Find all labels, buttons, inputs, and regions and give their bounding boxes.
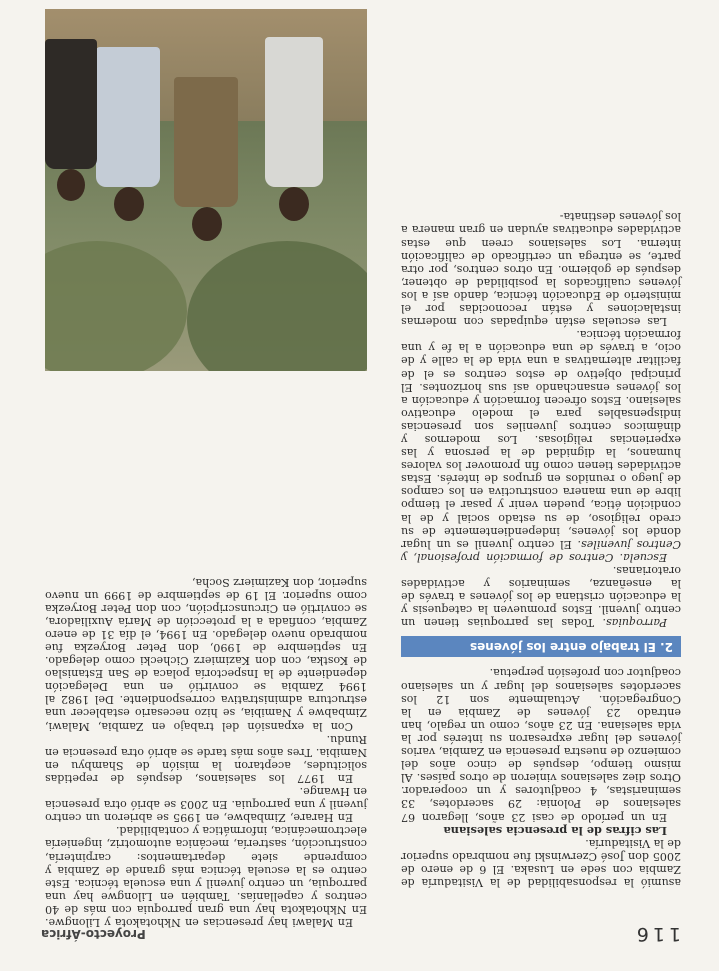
right-paragraph-4: Con la expansión del trabajo en Zambia, Malawi, Zimbabwe y Namibia, se hizo necesario establecer una estructura administrativa correspondiente. Del 1982 al 1994 Zambia se convirtió en una Delegación dependiente de la Inspectoría polaca de San Estanislao de Kostka, con don Kazimierz Cichecki como delegado. En septiembre de 1990, don Peter Boryezka fue nombrado nuevo delegado. En 1994, el día 31 de enero Zambia, confiada a la protección de María Auxiliadora, se convirtió en Circunscripción, con don Peter Boryezka como superior. El 19 de septiembre de 1999 un nuevo superior, don Kazimierz Socha,: [45, 575, 367, 733]
page-number: 116: [632, 923, 681, 945]
left-paragraph-1: asumió la responsabilidad de la Visitaduría de Zambia con sede en Lusaka. El 6 de enero de 2005 don José Czerwinski fue nombrado superior de la Visitaduría.: [401, 836, 681, 889]
person-head: [114, 187, 144, 221]
person-body: [174, 77, 238, 207]
left-column: [401, 210, 681, 889]
right-column: [45, 575, 367, 929]
person-body: [96, 47, 160, 187]
lead-in-escuela: Escuela. Centros de formación profesional, y Centros juveniles.: [401, 537, 681, 564]
section-heading-bar: 2. El trabajo entre los jóvenes: [401, 636, 681, 657]
lead-in-parroquias: Parroquias.: [602, 616, 667, 630]
person-head: [57, 169, 85, 201]
running-title: Proyecto-África: [41, 927, 146, 941]
foliage: [187, 241, 367, 371]
left-paragraph-3: [401, 564, 681, 629]
left-paragraph-4: [401, 328, 681, 564]
person-head: [192, 207, 222, 241]
right-paragraph-3: En 1977 los salesianos, después de repetidas solicitudes, aceptaron la misión de Shambyu en Namibia. Tres años más tarde se abrió otra presencia en Rundu.: [45, 732, 367, 785]
photo: [45, 9, 367, 371]
left-paragraph-5: Las escuelas están equipadas con modernas instalaciones y están reconocidas por el ministerio de Educación técnica, dando así a los jóvenes cualificados la posibilidad de obtener, después de gobierno. En otros centros, por otra parte, se entrega un certificado de calificación interna. Los salesianos creen que estas actividades educativas ayudan en gran manera a los jóvenes destinata-: [401, 210, 681, 329]
subheading: Las cifras de la presencia salesiana: [443, 823, 667, 838]
paragraph-3-text: Todas las parroquias tienen un centro juvenil. Estos promueven la catequesis y la educación cristiana de los jóvenes a través de la enseñanza, seminarios y actividades oratorianas.: [401, 563, 681, 630]
paragraph-4-text: El centro juvenil es un lugar donde los jóvenes, independientemente de su credo religioso, de su estado social y de la condición ética, pueden venir y pasar el tiempo libre de una manera constructiva en los campos de juego o reunidos en grupos de interés. Estas actividades tienen como fin promover los valores humanos, la dignidad de la persona y las experiencias religiosas. Los modernos y dinámicos centros juveniles son presencias indispensables para el modelo educativo salesiano. Estos ofrecen formación y educación a los jóvenes ensanchando así sus horizontes. El principal objetivo de estos centros es el de facilitar alternativas a una vida de la calle y de ocio, a través de una educación a la fe y una formación técnica.: [401, 328, 681, 551]
right-paragraph-1: En Malawi hay presencias en Nkhotakota y Lilongwe. En Nkhotakota hay una gran parroquia con más de 40 centros y capellanías. También en Lilongwe hay una parroquia, un centro juvenil y una escuela técnica. Este centro es la escuela técnica más grande de Zambia y comprende siete departamentos: carpintería, construcción, sastrería, mecánica automotriz, ingeniería electromecánica, informática y contabilidad.: [45, 824, 367, 929]
person-head: [279, 187, 309, 221]
person-body: [45, 39, 97, 169]
right-paragraph-2: En Harare, Zimbabwe, en 1995 se abrieron un centro juvenil y una parroquia. En 2003 se abrió otra presencia en Hwange.: [45, 785, 367, 825]
person-body: [265, 37, 323, 187]
foliage: [45, 241, 187, 371]
left-paragraph-2: En un período de casi 23 años, llegaron 67 salesianos de Polonia: 29 sacerdotes, 33 seminaristas, 4 coadjutores y un cooperador. Otros diez salesianos vinieron de otros países. Al mismo tiempo, después de cinco años del comienzo de nuestra presencia en Zambia, varios jóvenes del lugar expresaron su interés por la vida salesiana. En 23 años, como un regalo, han entrado 23 jóvenes de Zambia en la Congregación. Actualmente son 12 los sacerdotes salesianos del lugar y un salesiano coadjutor con profesión perpetua.: [401, 666, 681, 824]
